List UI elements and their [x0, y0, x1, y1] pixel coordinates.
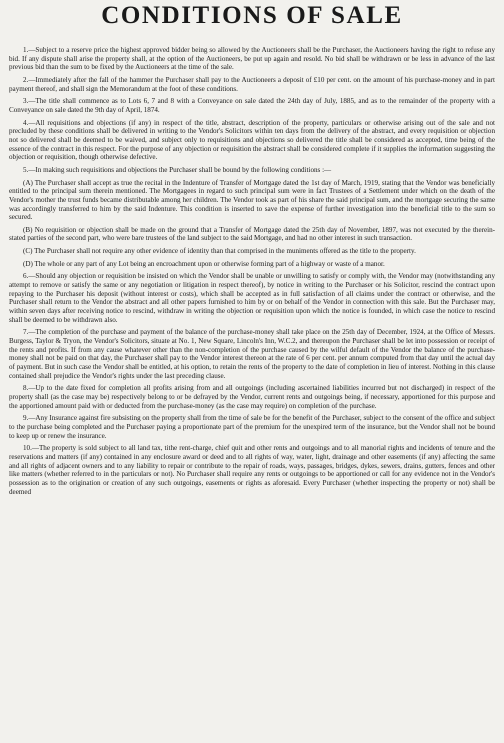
condition-5b: (B) No requisition or objection shall be made on the ground that a Transfer of Mortgage dated the 25th day of November, 1897, was not executed by the therein-stated parties of the second part, who were bare trustees of the land subject to the said Mortgage, and had no other interest in such transaction. [9, 225, 495, 243]
condition-3: 3.—The title shall commence as to Lots 6, 7 and 8 with a Conveyance on sale dated the 24th day of July, 1885, and as to the remainder of the property with a Conveyance on sale dated the 9th day of April, 1874. [9, 97, 495, 114]
conditions-body [9, 46, 495, 496]
page-title: CONDITIONS OF SALE [101, 2, 403, 29]
condition-5a: (A) The Purchaser shall accept as true the recital in the Indenture of Transfer of Mortgage dated the 1st day of March, 1919, stating that the Vendor was beneficially entitled to the principal sum therein mentioned. The Mortgagees in regard to such principal sum were in fact Trustees of a Settlement under which on the death of the Vendor's mother the trust funds became distributable among her children. The Vendor took as part of his share the said principal sum, and the mortgage securing the same was accordingly transferred to him by the said Indenture. This condition is inserted to save the expense of further investigation into the beneficial title to the sum so secured. [9, 178, 495, 222]
condition-10: 10.—The property is sold subject to all land tax, tithe rent-charge, chief quit and other rents and outgoings and to all manorial rights and incidents of tenure and the reservations and matters (if any) contained in any enclosure award or deed and to all rights of way, water, light, drainage and other easements (if any) affecting the same and all rights of adjacent owners and to any liability to repair or contribute to the repair of roads, ways, passages, bridges, dykes, sewers, drains, gutters, fences and other like matters (whether referred to in the particulars or not). No Purchaser shall require any rents or outgoings to be apportioned or call for any evidence not in the Vendor's possession as to the origination or creation of any such outgoings, easements or rights as aforesaid. Every Purchaser (whether inspecting the property or not) shall be deemed [9, 444, 495, 496]
condition-9: 9.—Any Insurance against fire subsisting on the property shall from the time of sale be for the benefit of the Purchaser, subject to the consent of the office and subject to the purchase being completed and the Purchaser paying a proportionate part of the premium for the unexpired term of the insurance, but the Vendor shall not be bound to keep up or renew the insurance. [9, 414, 495, 440]
condition-8: 8.—Up to the date fixed for completion all profits arising from and all outgoings (including ascertained liabilities incurred but not discharged) in respect of the property shall (as the case may be) respectively belong to or be defrayed by the Vendor, current rents and outgoings being, if necessary, apportioned for this purpose and the apportioned amount paid with or deducted from the purchase-money (as the case may require) on completion of the purchase. [9, 384, 495, 410]
condition-5d: (D) The whole or any part of any Lot being an encroachment upon or otherwise forming part of a highway or waste of a manor. [23, 259, 385, 268]
condition-5: 5.—In making such requisitions and objections the Purchaser shall be bound by the following conditions :— [23, 165, 332, 174]
condition-6: 6.—Should any objection or requisition be insisted on which the Vendor shall be unable or unwilling to satisfy or comply with, the Vendor may (notwithstanding any attempt to remove or satisfy the same or any negotiation or litigation in respect thereof), by notice in writing to the Purchaser or his Solicitor, rescind the contract upon repaying to the Purchaser his deposit (without interest or costs), which shall be accepted as in full satisfaction of all claims under the contract or otherwise, and the Purchaser shall return to the Vendor the abstract and all other papers furnished to him by or on behalf of the Vendor in connection with this sale. But the Purchaser may, within seven days after receiving notice to rescind, withdraw in writing the objection or requisition upon which the notice is founded, in which case the notice to rescind shall be deemed to be withdrawn also. [9, 272, 495, 324]
condition-5c: (C) The Purchaser shall not require any other evidence of identity than that comprised in the muniments offered as the title to the property. [23, 247, 416, 256]
condition-2: 2.—Immediately after the fall of the hammer the Purchaser shall pay to the Auctioneers a deposit of £10 per cent. on the amount of his purchase-money and in part payment thereof, and shall sign the Memorandum at the foot of these conditions. [9, 75, 495, 93]
condition-7: 7.—The completion of the purchase and payment of the balance of the purchase-money shall take place on the 25th day of December, 1924, at the Office of Messrs. Burgess, Taylor & Tryon, the Vendor's Solicitors, situate at No. 1, New Square, Lincoln's Inn, W.C.2, and thereupon the Purchaser shall be let into possession or receipt of the rents and profits. If from any cause whatever other than the non-completion of the purchase caused by the wilful default of the Vendor the balance of the purchase-money shall not be paid on that day, the Purchaser shall pay to the Vendor interest thereon at the rate of 6 per cent. per annum computed from that day until the actual day of payment. But in such case the Vendor shall be entitled, at his option, to retain the rents of the property to the date of completion in lieu of interest. Nothing in this clause contained shall prejudice the Vendor's rights under the last preceding clause. [9, 328, 495, 380]
condition-1: 1.—Subject to a reserve price the highest approved bidder being so allowed by the Auctioneers shall be the Purchaser, the Auctioneers having the right to refuse any bid. If any dispute shall arise the property shall, at the option of the Auctioneers, be put up again and resold. No bid shall be withdrawn or be less in advance of the last previous bid than the sum to be fixed by the Auctioneers at the time of the sale. [9, 46, 495, 72]
condition-4: 4.—All requisitions and objections (if any) in respect of the title, abstract, description of the property, particulars or otherwise arising out of the sale and not precluded by these conditions shall be delivered in writing to the Vendor's Solicitors within ten days from the delivery of the abstract, and every requisition or objection not so delivered shall be deemed to be waived, and subject only to requisitions and objections so delivered the title shall be considered as accepted, time being of the essence of the contract in this respect. For the purpose of any objection or requisition the abstract shall be considered complete if it supplies the information suggesting the objection or requisition, though otherwise defective. [9, 118, 495, 162]
